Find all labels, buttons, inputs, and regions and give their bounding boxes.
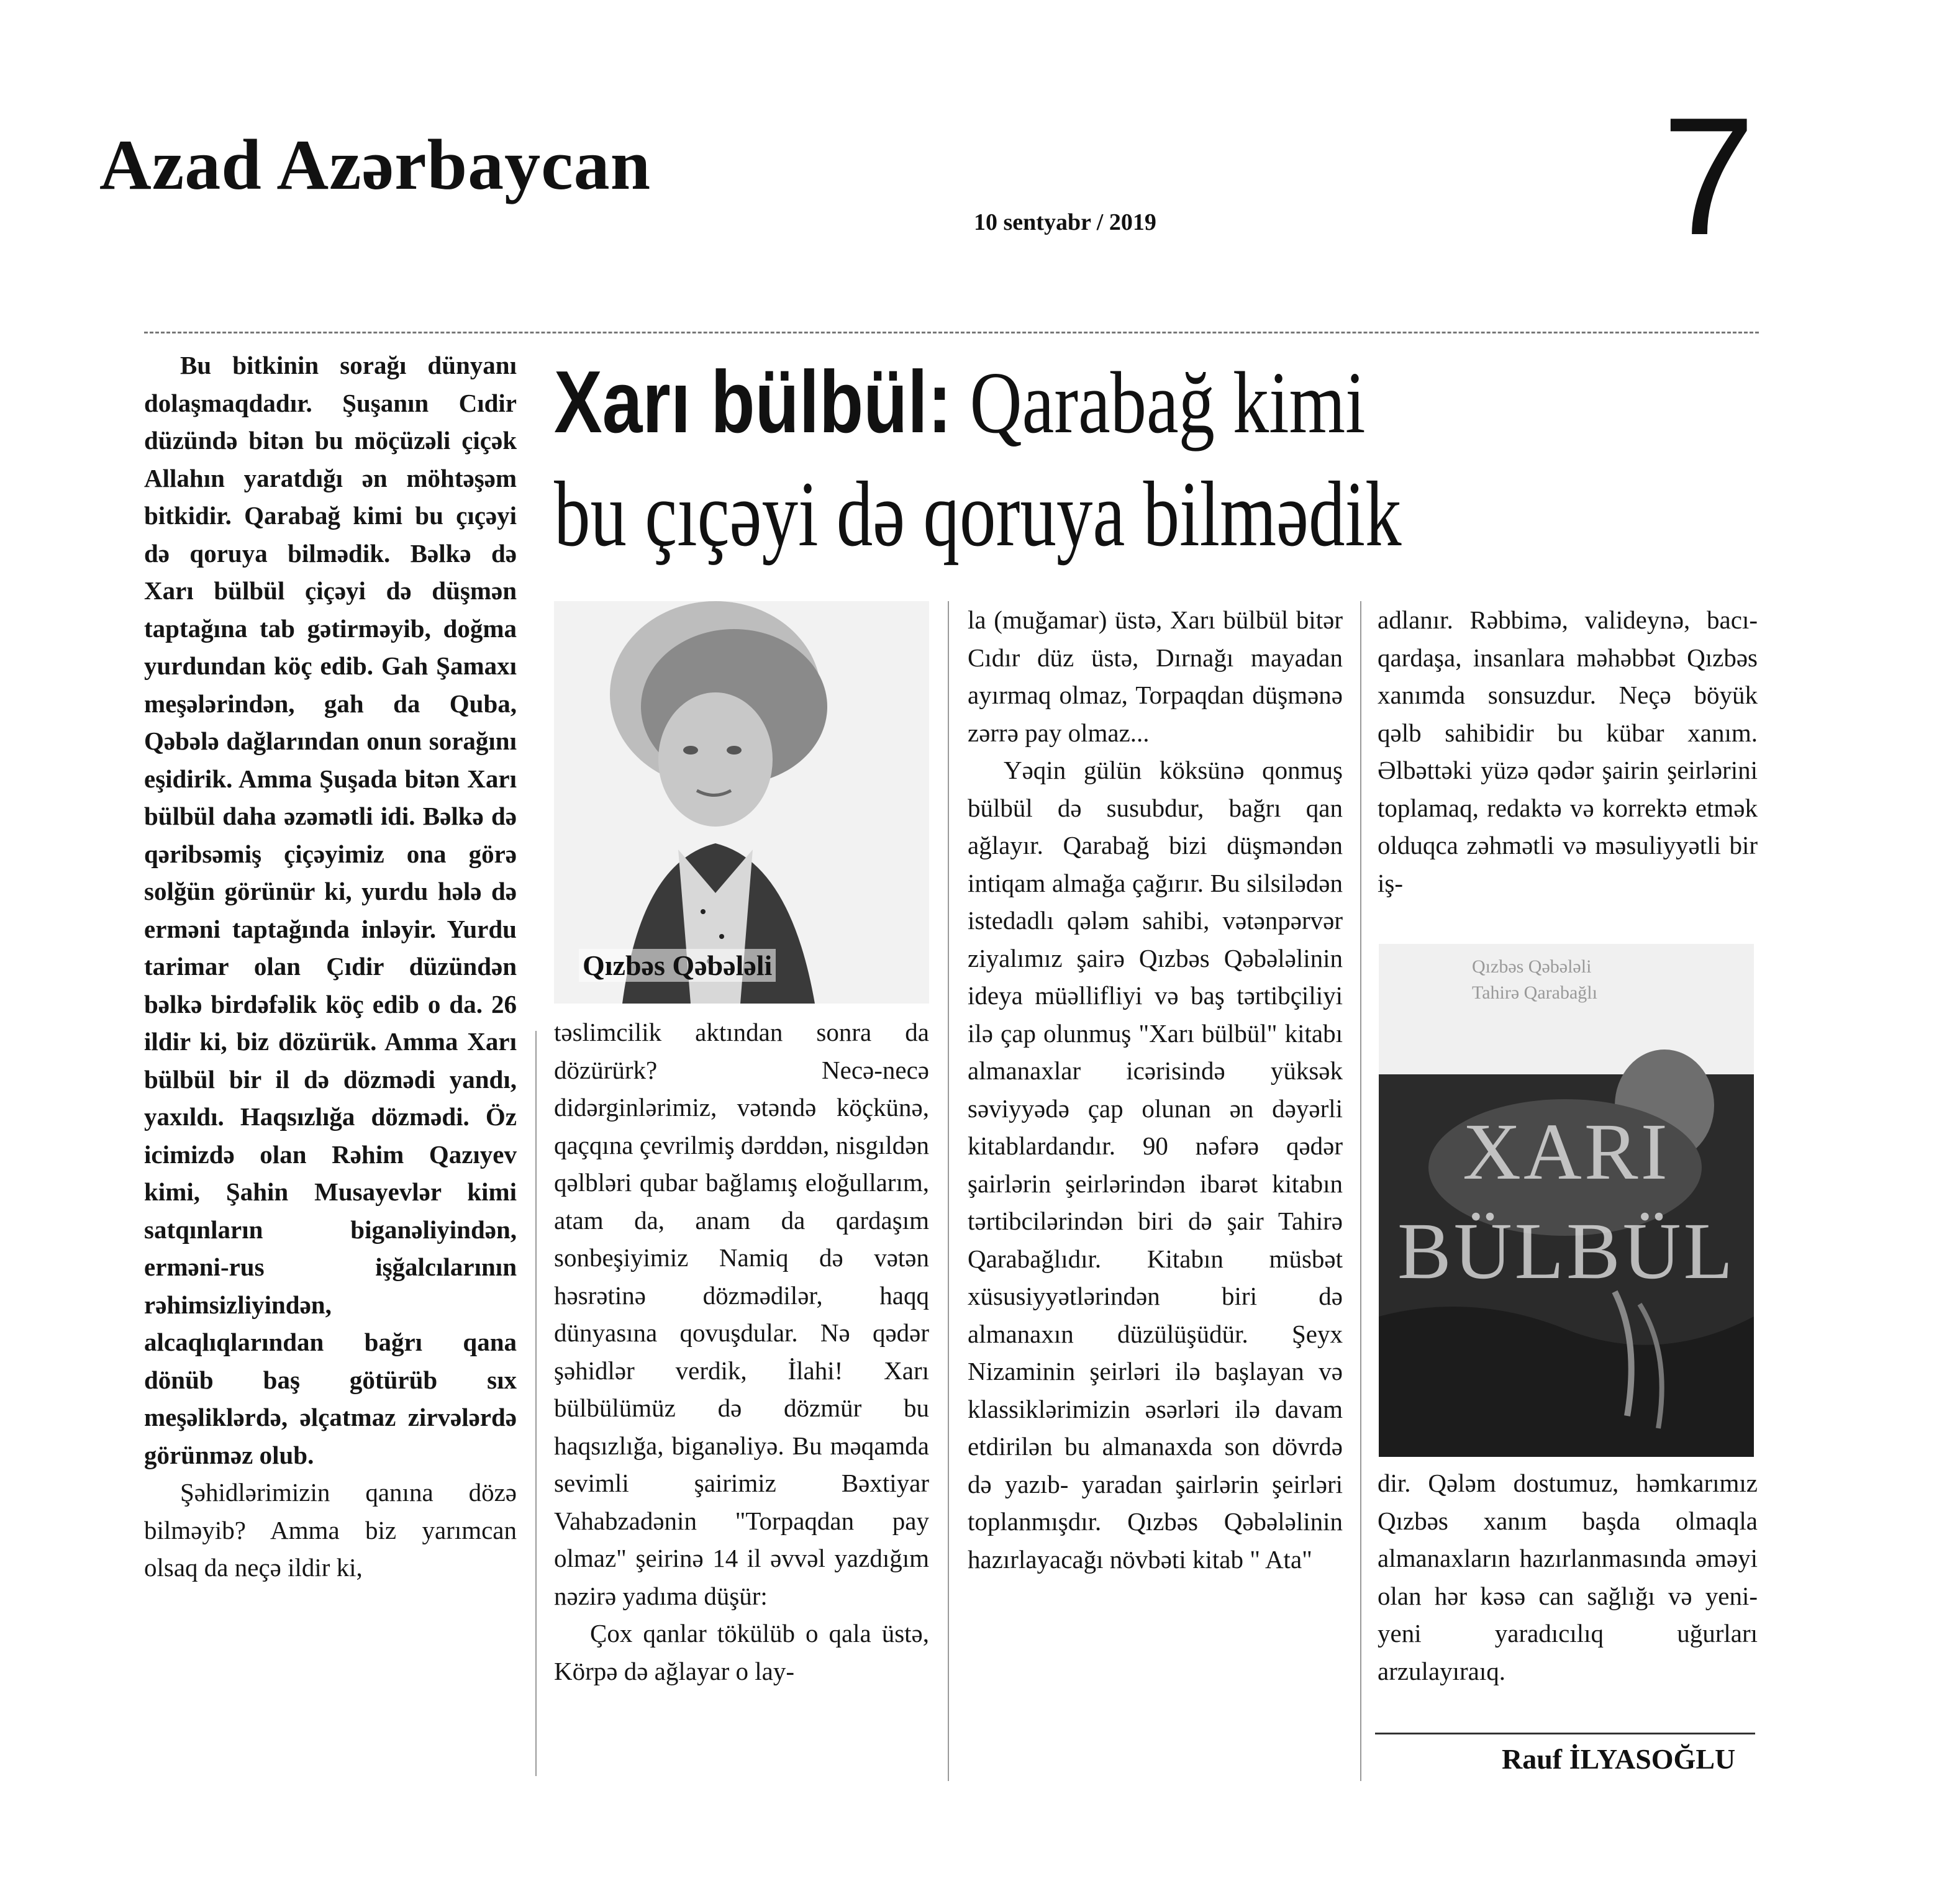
column-divider — [948, 601, 949, 1781]
cover-author-2: Tahirə Qarabağlı — [1472, 982, 1597, 1003]
column-1-paragraph-2: Şəhidlərimizin qanına dözə bilməyib? Amma biz yarımcan olsaq da neçə ildir ki, — [144, 1478, 517, 1582]
photo-caption: Qızbəs Qəbələli — [579, 949, 776, 982]
column-1 — [144, 347, 517, 1587]
column-4-bottom — [1378, 1464, 1758, 1690]
book-cover-artwork — [1379, 944, 1754, 1457]
column-3-paragraph-2: Yəqin gülün köksünə qonmuş bülbül də susubdur, bağrı qan ağlayır. Qarabağ bizi düşməndən intiqam almağa çağırır. Bu silsilədən istedadlı qələm sahibi, vətənpərvər ziyalımız şairə Qızbəs Qəbələlinin ideya müəllifliyi və baş tərtibçiliyi ilə çap olunmuş "Xarı bülbül" kitabı almanaxlar icərisində yüksək səviyyədə çap olunan ən dəyərli kitablardandır. 90 nəfərə qədər şairlərin şeirlərindən ibarət kitabın tərtibcilərindən biri də şair Tahirə Qarabağlıdır. Kitabın müsbət xüsusiyyətlərindən biri də almanaxın düzülüşüdür. Şeyx Nizaminin şeirləri ilə başlayan və klassiklərimizin əsərləri ilə davam etdirilən bu almanaxda son dövrdə də yazıb- yaradan şairlərin şeirləri toplanmışdır. Qızbəs Qəbələlinin hazırlayacağı növbəti kitab " Ata" — [968, 756, 1343, 1574]
column-4-paragraph-1: adlanır. Rəbbimə, valideynə, bacı-qardaşa, insanlara məhəbbət Qızbəs xanımda sonsuzdur. Neçə böyük qəlb sahibidir bu kübar xanım. Əlbəttəki yüzə qədər şairin şeirlərini toplamaq, redaktə və korrektə etmək olduqca zəhmətli və məsuliyyətli bir iş- — [1378, 605, 1758, 897]
column-4-top — [1378, 601, 1758, 902]
book-cover-image — [1379, 944, 1754, 1457]
header-divider — [144, 332, 1759, 333]
portrait-image — [554, 601, 929, 1004]
issue-date: 10 sentyabr / 2019 — [974, 209, 1156, 235]
column-4-paragraph-2: dir. Qələm dostumuz, həmkarımız Qızbəs xanım başda olmaqla almanaxların hazırlanmasında əməyi olan hər kəsə can sağlığı və yeni-yeni yaradıcılıq uğurları arzulayıraıq. — [1378, 1469, 1758, 1685]
column-3-paragraph-1: la (muğamar) üstə, Xarı bülbül bitər Cıdır düz üstə, Dırnağı mayadan ayırmaq olmaz, Torpaqdan düşmənə zərrə pay olmaz... — [968, 605, 1343, 747]
lead-paragraph: Bu bitkinin sorağı dünyanı dolaşmaqdadır. Şuşanın Cıdir düzündə bitən bu möçüzəli çiçək Allahın yaratdığı ən möhtəşəm bitkidir. Qarabağ kimi bu çıçəyi də qoruya bilmədik. Bəlkə də Xarı bülbül çiçəyi də düşmən taptağına tab gətirməyib, doğma yurdundan köç edib. Gah Şamaxı meşələrindən, gah da Quba, Qəbələ dağlarından onun sorağını eşidirik. Amma Şuşada bitən Xarı bülbül daha əzəmətli idi. Bəlkə də qəribsəmiş çiçəyimiz ona görə solğün görünür ki, yurdu hələ də erməni taptağında inləyir. Yurdu tarimar olan Çıdir düzündən bəlkə birdəfəlik köç edib o da. 26 ildir ki, biz dözürük. Amma Xarı bülbül bir il də dözmədi yandı, yaxıldı. Haqsızlığa dözmədi. Öz icimizdə olan Rəhim Qazıyev kimi, Şahin Musayevlər kimi satqınların biganəliyindən, erməni-rus işğalcılarının rəhimsizliyindən, alcaqlıqlarından bağrı qana dönüb baş götürüb sıx meşəliklərdə, əlçatmaz zirvələrdə görünməz olub. — [144, 351, 517, 1469]
headline-rest-words: Qarabağ kimi — [951, 353, 1366, 451]
headline-lead-words: Xarı bülbül: — [554, 353, 952, 451]
column-3 — [968, 601, 1343, 1578]
column-2-paragraph-2: Çox qanlar tökülüb o qala üstə, Körpə də ağlayar o lay- — [554, 1619, 929, 1685]
cover-title-line-2: BÜLBÜL — [1397, 1207, 1735, 1296]
newspaper-masthead: Azad Azərbaycan — [99, 125, 651, 205]
column-divider — [1360, 601, 1361, 1781]
page-number: 7 — [1662, 83, 1756, 270]
column-2-paragraph-1: təslimcilik aktından sonra da dözürürk? Necə-necə didərginlərimiz, vətəndə köçkünə, qaçqına çevrilmiş dərddən, nisgıldən qəlbləri qubar bağlamış eloğullarım, atam da, anam da qardaşım sonbeşiyimiz Namiq də vətən həsrətinə dözmədilər, haqq dünyasına qovuşdular. Nə qədər şəhidlər verdik, İlahi! Xarı bülbülümüz də dözmür bu haqsızlığa, biganəliyə. Bu məqamda sevimli şairimiz Bəxtiyar Vahabzadənin "Torpaqdan pay olmaz" şeirinə 14 il əvvəl yazdığım nəzirə yadıma düşür: — [554, 1018, 929, 1610]
headline-line-1 — [554, 347, 1552, 458]
column-2 — [554, 1013, 929, 1690]
article-headline — [554, 347, 1771, 570]
cover-title-line-1: XARI — [1463, 1107, 1670, 1197]
author-photo — [554, 601, 929, 1004]
cover-author-1: Qızbəs Qəbələli — [1472, 956, 1592, 977]
byline-divider — [1375, 1733, 1755, 1734]
column-divider — [535, 1031, 537, 1776]
author-byline: Rauf İLYASOĞLU — [1502, 1743, 1736, 1775]
headline-line-2: bu çıçəyi də qoruya bilmədik — [554, 463, 1402, 566]
